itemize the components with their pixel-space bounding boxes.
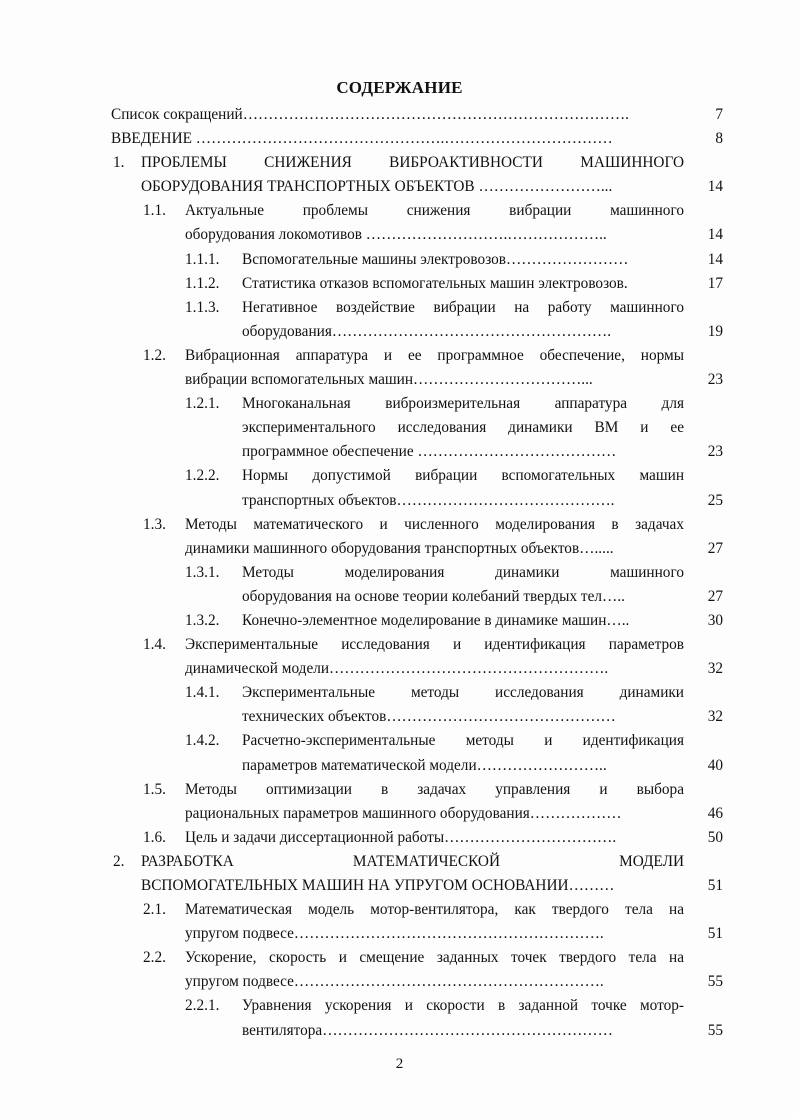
toc-entry-title-line: Методы оптимизации в задачах управления и выбора — [185, 780, 684, 798]
page-number: 2 — [395, 1056, 404, 1072]
toc-entry[interactable] — [111, 850, 723, 898]
toc-entry-number: 1.6. — [143, 828, 166, 846]
toc-entry[interactable] — [111, 681, 723, 729]
toc-entry-page: 14 — [707, 250, 723, 268]
toc-entry-page: 32 — [707, 660, 723, 678]
toc-entry[interactable] — [111, 513, 723, 561]
toc-entry[interactable] — [111, 248, 723, 272]
toc-entry-title-line: оборудования………………………………………………. — [242, 322, 612, 340]
toc-entry-title-line: ВСПОМОГАТЕЛЬНЫХ МАШИН НА УПРУГОМ ОСНОВАНИИ……… — [141, 877, 615, 894]
toc-entry[interactable] — [111, 609, 723, 633]
toc-entry-title-line: Конечно-элементное моделирование в динамике машин….. — [242, 611, 630, 629]
toc-entry-number: 1.2.2. — [185, 467, 220, 485]
toc-entry-page: 14 — [707, 178, 723, 196]
toc-entry-page: 23 — [707, 443, 723, 461]
toc-entry-number: 1.5. — [143, 780, 166, 798]
toc-entry-page: 46 — [707, 804, 723, 822]
toc-entry-page: 27 — [707, 587, 723, 605]
toc-entry-page: 40 — [707, 756, 723, 774]
toc-entry-number: 1.1.3. — [185, 298, 220, 316]
toc-entry-page: 14 — [707, 226, 723, 244]
toc-entry-number: 1.4. — [143, 636, 166, 654]
toc-title: СОДЕРЖАНИЕ — [336, 78, 463, 97]
toc-entry[interactable] — [111, 561, 723, 609]
toc-entry-number: 1.4.2. — [185, 732, 220, 750]
toc-entry-page: 51 — [707, 925, 723, 943]
toc-entry[interactable] — [111, 199, 723, 247]
table-of-contents — [111, 103, 723, 1043]
toc-entry-title-line: оборудования локомотивов ……………………….……………….. — [185, 226, 607, 244]
toc-entry-title-line: технических объектов……………………………………… — [242, 708, 616, 726]
toc-entry-title-line: динамической модели………………………………………………. — [185, 660, 609, 678]
toc-entry-number: 1.3.1. — [185, 563, 220, 581]
toc-entry-title-line: ОБОРУДОВАНИЯ ТРАНСПОРТНЫХ ОБЪЕКТОВ ……………………... — [141, 178, 613, 196]
toc-entry-title-line: Вибрационная аппаратура и ее программное обеспечение, нормы — [185, 346, 684, 364]
toc-entry-title-line: ВВЕДЕНИЕ ………………………………………….…………………………… — [111, 130, 613, 148]
toc-entry-page: 17 — [707, 274, 723, 292]
toc-entry-title-line: вибрации вспомогательных машин……………………………... — [185, 371, 593, 389]
toc-entry-title-line: Методы моделирования динамики машинного — [242, 563, 684, 581]
toc-entry[interactable] — [111, 103, 723, 127]
toc-entry[interactable] — [111, 778, 723, 826]
toc-entry-number: 1.3. — [143, 515, 166, 533]
toc-entry[interactable] — [111, 127, 723, 151]
toc-entry-number: 1.1. — [143, 202, 166, 220]
toc-entry-page: 30 — [707, 611, 723, 629]
toc-entry[interactable] — [111, 392, 723, 464]
toc-entry-title-line: Экспериментальные исследования и идентификация параметров — [185, 636, 684, 654]
toc-entry-page: 7 — [715, 106, 723, 123]
toc-entry-number: 2. — [113, 852, 125, 870]
toc-entry-title-line: Экспериментальные методы исследования динамики — [242, 684, 684, 702]
toc-entry-title-line: Уравнения ускорения и скорости в заданной точке мотор- — [242, 997, 684, 1015]
toc-entry-title-line: экспериментального исследования динамики ВМ и ее — [242, 419, 684, 437]
toc-entry-title-line: динамики машинного оборудования транспортных объектов…..... — [185, 539, 614, 557]
toc-entry-title-line: Актуальные проблемы снижения вибрации машинного — [185, 202, 684, 220]
toc-entry-title-line: Статистика отказов вспомогательных машин электровозов. — [242, 274, 628, 292]
toc-entry-title-line: Математическая модель мотор-вентилятора, как твердого тела на — [185, 901, 684, 919]
toc-entry-page: 27 — [707, 539, 723, 557]
toc-entry-page: 23 — [707, 371, 723, 389]
toc-entry-number: 2.2. — [143, 949, 166, 967]
toc-entry-title-line: Многоканальная виброизмерительная аппаратура для — [242, 395, 684, 413]
toc-entry[interactable] — [111, 633, 723, 681]
toc-entry-title-line: Методы математического и численного моделирования в задачах — [185, 515, 684, 533]
toc-entry-title-line: Список сокращений…………………………………………………………………. — [111, 106, 629, 123]
toc-entry-number: 1.3.2. — [185, 611, 220, 629]
toc-entry-number: 2.2.1. — [185, 997, 220, 1015]
toc-entry[interactable] — [111, 464, 723, 512]
toc-entry-title-line: Вспомогательные машины электровозов…………………… — [242, 250, 629, 268]
toc-entry-number: 1.1.1. — [185, 250, 220, 268]
toc-entry[interactable] — [111, 344, 723, 392]
toc-entry[interactable] — [111, 898, 723, 946]
toc-entry-title-line: вентилятора………………………………………………… — [242, 1021, 613, 1039]
toc-entry-title-line: Цель и задачи диссертационной работы……………………………. — [185, 828, 617, 846]
toc-entry-number: 1.4.1. — [185, 684, 220, 702]
toc-entry[interactable] — [111, 296, 723, 344]
toc-entry-title-line: Негативное воздействие вибрации на работу машинного — [242, 298, 684, 316]
toc-entry-number: 2.1. — [143, 901, 166, 919]
toc-entry-page: 8 — [715, 130, 723, 148]
toc-entry-title-line: транспортных объектов……………………………………. — [242, 491, 615, 509]
toc-entry-title-line: упругом подвесе……………………………………………………. — [185, 973, 604, 991]
toc-entry-page: 51 — [707, 877, 723, 894]
toc-entry[interactable] — [111, 729, 723, 777]
toc-entry-title-line: упругом подвесе……………………………………………………. — [185, 925, 604, 943]
toc-entry-number: 1. — [113, 154, 125, 172]
toc-entry-title-line: программное обеспечение ………………………………… — [242, 443, 617, 461]
toc-entry-title-line: Нормы допустимой вибрации вспомогательных машин — [242, 467, 684, 485]
toc-entry[interactable] — [111, 151, 723, 199]
toc-entry-page: 19 — [707, 322, 723, 340]
toc-entry-title-line: рациональных параметров машинного оборудования……………… — [185, 804, 622, 822]
toc-entry-number: 1.1.2. — [185, 274, 220, 292]
toc-entry-title-line: РАЗРАБОТКА МАТЕМАТИЧЕСКОЙ МОДЕЛИ — [141, 852, 684, 870]
toc-entry[interactable] — [111, 826, 723, 850]
toc-entry-title-line: параметров математической модели…………………….. — [242, 756, 607, 774]
toc-entry-page: 32 — [707, 708, 723, 726]
toc-entry[interactable] — [111, 994, 723, 1042]
toc-entry-number: 1.2. — [143, 346, 166, 364]
toc-entry-page: 25 — [707, 491, 723, 509]
toc-entry[interactable] — [111, 946, 723, 994]
toc-entry[interactable] — [111, 272, 723, 296]
toc-entry-number: 1.2.1. — [185, 395, 220, 413]
toc-entry-page: 55 — [707, 1021, 723, 1039]
toc-entry-page: 50 — [707, 828, 723, 846]
toc-entry-title-line: оборудования на основе теории колебаний твердых тел….. — [242, 587, 625, 605]
toc-entry-page: 55 — [707, 973, 723, 991]
toc-entry-title-line: Ускорение, скорость и смещение заданных точек твердого тела на — [185, 949, 684, 967]
toc-entry-title-line: Расчетно-экспериментальные методы и идентификация — [242, 732, 684, 750]
toc-entry-title-line: ПРОБЛЕМЫ СНИЖЕНИЯ ВИБРОАКТИВНОСТИ МАШИННОГО — [141, 154, 684, 172]
